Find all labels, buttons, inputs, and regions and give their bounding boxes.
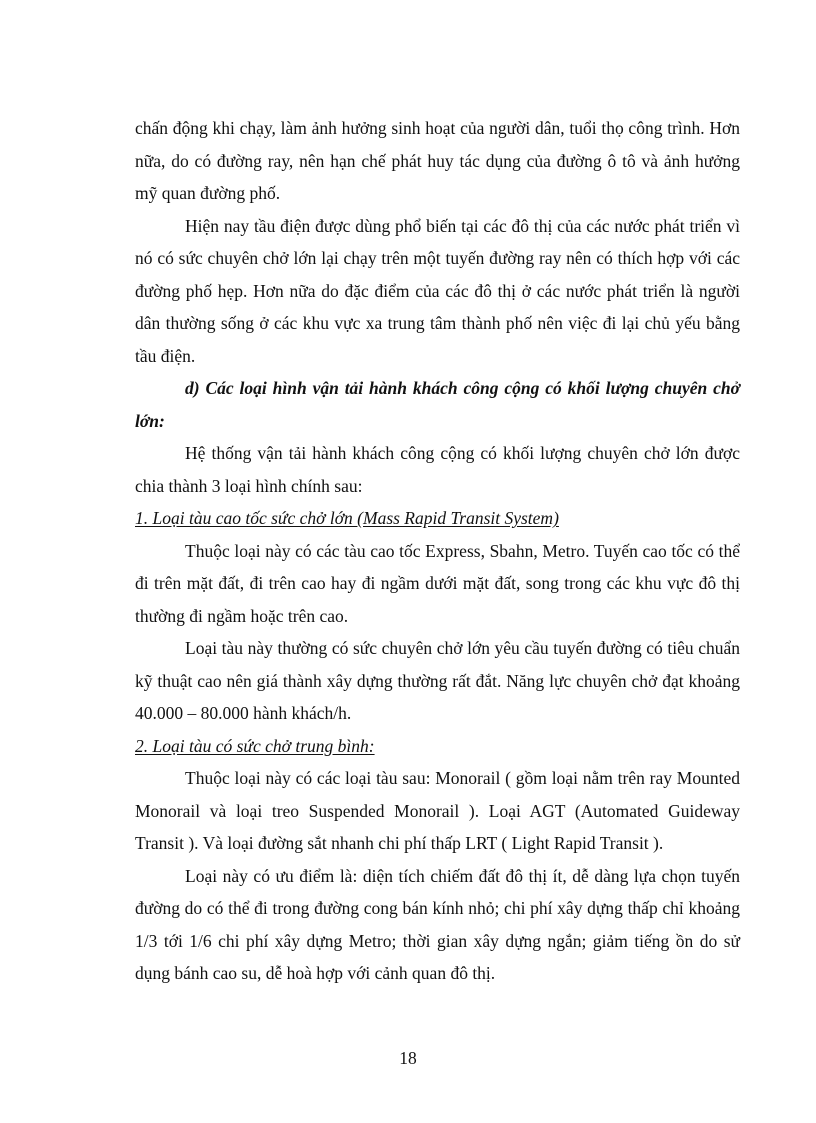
paragraph-3: Hệ thống vận tải hành khách công cộng có khối lượng chuyên chở lớn được chia thành 3 loại hình chính sau:	[135, 443, 740, 496]
paragraph-6: Thuộc loại này có các loại tàu sau: Monorail ( gồm loại nằm trên ray Mounted Monorail và loại treo Suspended Monorail ). Loại AGT (Automated Guideway Transit ). Và loại đường sắt nhanh chi phí thấp LRT ( Light Rapid Transit ).	[135, 768, 740, 853]
section-heading-d: d) Các loại hình vận tải hành khách công cộng có khối lượng chuyên chở lớn:	[135, 378, 740, 431]
subheading-1: 1. Loại tàu cao tốc sức chở lớn (Mass Rapid Transit System)	[135, 508, 559, 528]
paragraph-2: Hiện nay tầu điện được dùng phổ biến tại các đô thị của các nước phát triển vì nó có sức chuyên chở lớn lại chạy trên một tuyến đường ray nên có thích hợp với các đường phố hẹp. Hơn nữa do đặc điểm của các đô thị ở các nước phát triển là người dân thường sống ở các khu vực xa trung tâm thành phố nên việc đi lại chủ yếu bằng tầu điện.	[135, 215, 740, 366]
document-page	[135, 112, 740, 990]
paragraph-1: chấn động khi chạy, làm ảnh hưởng sinh hoạt của người dân, tuổi thọ công trình. Hơn nữa, do có đường ray, nên hạn chế phát huy tác dụng của đường ô tô và ảnh hưởng mỹ quan đường phố.	[135, 118, 740, 203]
page-number: 18	[399, 1048, 417, 1068]
subheading-2: 2. Loại tàu có sức chở trung bình:	[135, 735, 375, 756]
paragraph-4: Thuộc loại này có các tàu cao tốc Express, Sbahn, Metro. Tuyến cao tốc có thể đi trên mặt đất, đi trên cao hay đi ngầm dưới mặt đất, song trong các khu vực đô thị thường đi ngầm hoặc trên cao.	[135, 540, 740, 626]
paragraph-5: Loại tàu này thường có sức chuyên chở lớn yêu cầu tuyến đường có tiêu chuẩn kỹ thuật cao nên giá thành xây dựng thường rất đắt. Năng lực chuyên chở đạt khoảng 40.000 – 80.000 hành khách/h.	[135, 638, 740, 723]
paragraph-7: Loại này có ưu điểm là: diện tích chiếm đất đô thị ít, dễ dàng lựa chọn tuyến đường do có thể đi trong đường cong bán kính nhỏ; chi phí xây dựng thấp chỉ khoảng 1/3 tới 1/6 chi phí xây dựng Metro; thời gian xây dựng ngắn; giảm tiếng ồn do sử dụng bánh cao su, dễ hoà hợp với cảnh quan đô thị.	[135, 865, 740, 983]
